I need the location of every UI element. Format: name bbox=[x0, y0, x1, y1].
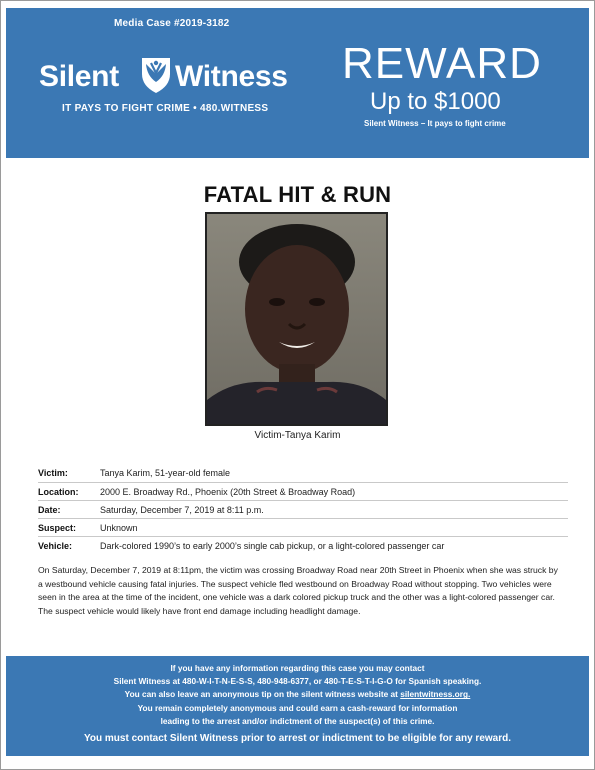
reward-subtitle: Silent Witness – It pays to fight crime bbox=[364, 119, 506, 128]
detail-row-victim bbox=[38, 464, 568, 482]
shield-sun-icon bbox=[139, 54, 173, 94]
detail-value: Dark-colored 1990’s to early 2000’s single cab pickup, or a light-colored passenger car bbox=[100, 540, 445, 551]
detail-value: Saturday, December 7, 2019 at 8:11 p.m. bbox=[100, 504, 264, 515]
footer-line-2: Silent Witness at 480-W-I-T-N-E-S-S, 480-948-6377, or 480-T-E-S-T-I-G-O for Spanish speaking. bbox=[113, 676, 482, 687]
crime-title: FATAL HIT & RUN bbox=[203, 182, 392, 207]
logo-tagline: IT PAYS TO FIGHT CRIME • 480.WITNESS bbox=[62, 103, 269, 114]
detail-label: Vehicle: bbox=[38, 540, 73, 551]
detail-label: Date: bbox=[38, 504, 61, 515]
silent-witness-logo bbox=[34, 54, 314, 124]
logo-word-silent: Silent bbox=[39, 60, 119, 93]
footer-contact-info bbox=[6, 656, 589, 728]
victim-portrait-image bbox=[207, 214, 386, 424]
header-band bbox=[6, 8, 589, 158]
footer-line-4: You remain completely anonymous and could earn a cash-reward for information bbox=[137, 702, 458, 713]
case-details-table bbox=[38, 464, 568, 554]
detail-row-suspect bbox=[38, 518, 568, 536]
logo-word-witness: Witness bbox=[175, 60, 288, 93]
footer-line-1: If you have any information regarding this case you may contact bbox=[170, 663, 425, 673]
footer-line-5: leading to the arrest and/or indictment of the suspect(s) of this crime. bbox=[160, 715, 435, 726]
detail-value: Tanya Karim, 51-year-old female bbox=[100, 468, 231, 478]
detail-row-location bbox=[38, 482, 568, 500]
footer-eligibility-notice: You must contact Silent Witness prior to arrest or indictment to be eligible for any reward. bbox=[83, 733, 512, 745]
detail-row-date bbox=[38, 500, 568, 518]
victim-photo bbox=[205, 212, 388, 426]
silentwitness-website-link[interactable]: silentwitness.org. bbox=[400, 689, 471, 700]
photo-caption: Victim-Tanya Karim bbox=[254, 430, 341, 441]
footer-band bbox=[6, 656, 589, 756]
footer-line-3-text: You can also leave an anonymous tip on the silent witness website at bbox=[124, 689, 401, 700]
reward-title: REWARD bbox=[342, 39, 542, 88]
detail-label: Victim: bbox=[38, 468, 68, 478]
detail-value: 2000 E. Broadway Rd., Phoenix (20th Street & Broadway Road) bbox=[100, 486, 356, 497]
reward-amount: Up to $1000 bbox=[370, 88, 501, 115]
detail-value: Unknown bbox=[100, 522, 138, 533]
detail-label: Location: bbox=[38, 486, 79, 497]
detail-label: Suspect: bbox=[38, 522, 77, 533]
detail-row-vehicle bbox=[38, 536, 568, 554]
footer-line-3 bbox=[6, 688, 589, 701]
media-case-number: Media Case #2019-3182 bbox=[114, 18, 230, 29]
case-narrative: On Saturday, December 7, 2019 at 8:11pm, the victim was crossing Broadway Road near 20th Street in Phoenix when she was struck by a westbound vehicle causing fatal injuries. The suspect vehicle fled westbound on Broadway Road without stopping. Two vehicles were seen in the area at the time of the incident, one vehicle was a dark colored pickup truck and the other was a light-colored passenger car. The suspect vehicle would likely have front end damage including headlight damage. bbox=[38, 565, 558, 616]
